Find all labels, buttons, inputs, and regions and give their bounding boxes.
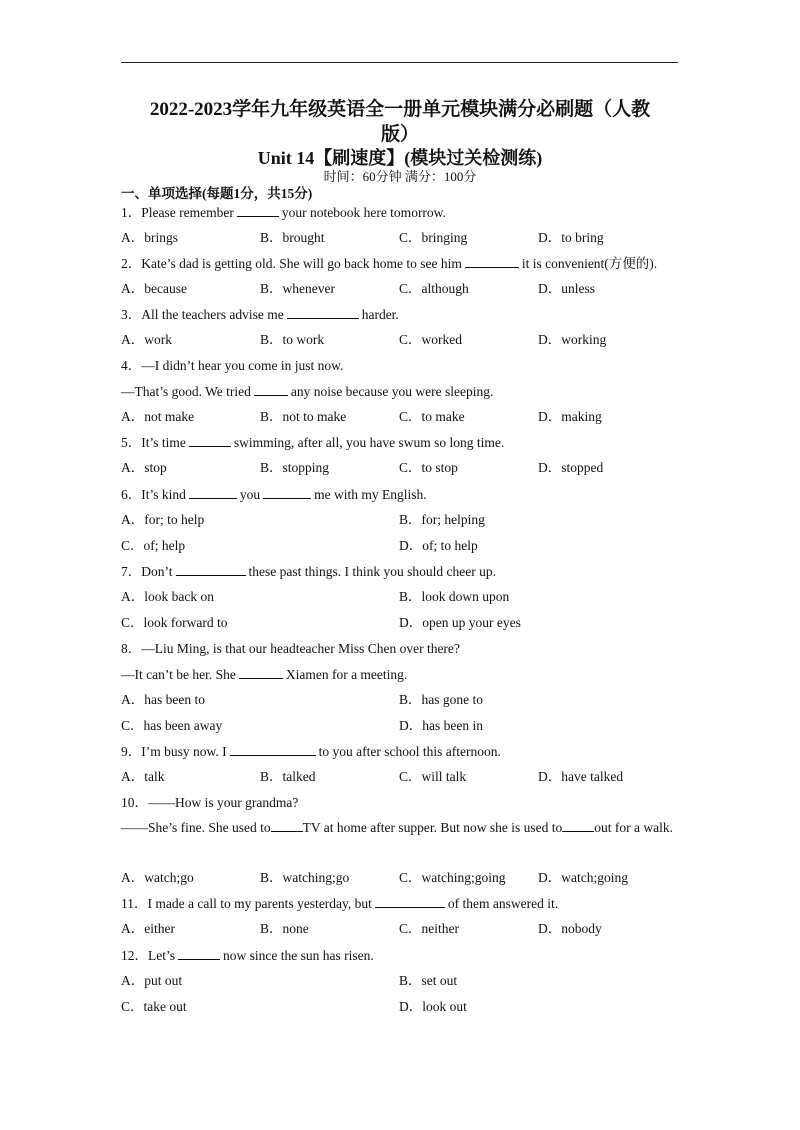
option-a: A．because <box>121 281 187 296</box>
option-b: B．brought <box>260 230 325 245</box>
question-4: —That’s good. We tried any noise because you were sleeping. <box>121 384 494 399</box>
option-c: C．will talk <box>399 769 467 784</box>
header-rule <box>121 62 678 63</box>
question-11-options <box>121 918 681 940</box>
option-d: D．watch;going <box>538 870 628 885</box>
option-a: A．brings <box>121 230 178 245</box>
answer-blank <box>237 204 279 217</box>
question-4-prompt: 4．—I didn’t hear you come in just now. <box>121 358 344 373</box>
answer-blank <box>230 743 316 756</box>
answer-blank <box>239 666 283 679</box>
option-d: D．making <box>538 409 602 424</box>
option-c: C．has been away <box>121 718 223 733</box>
option-a: A．work <box>121 332 172 347</box>
option-a: A．has been to <box>121 692 205 707</box>
answer-blank <box>254 383 288 396</box>
question-2-options <box>121 278 681 300</box>
answer-blank <box>176 563 246 576</box>
option-c: C．look forward to <box>121 615 228 630</box>
question-12: 12．Let’s now since the sun has risen. <box>121 948 374 963</box>
question-8: —It can’t be her. She Xiamen for a meeting. <box>121 667 408 682</box>
option-b: B．to work <box>260 332 325 347</box>
question-8-options-row-2 <box>121 715 681 737</box>
question-7-options-row-1 <box>121 586 681 608</box>
option-d: D．have talked <box>538 769 624 784</box>
exam-meta: 时间：60分钟 满分：100分 <box>323 169 477 184</box>
question-4-options <box>121 406 681 428</box>
option-a: A．stop <box>121 460 167 475</box>
option-c: C．of; help <box>121 538 186 553</box>
answer-blank <box>271 819 303 832</box>
option-a: A．put out <box>121 973 183 988</box>
question-2: 2．Kate’s dad is getting old. She will go back home to see him it is convenient(方便的). <box>121 256 658 271</box>
option-b: B．watching;go <box>260 870 350 885</box>
option-a: A．not make <box>121 409 195 424</box>
question-7: 7．Don’t these past things. I think you should cheer up. <box>121 564 496 579</box>
answer-blank <box>189 486 237 499</box>
option-a: A．either <box>121 921 175 936</box>
option-c: C．neither <box>399 921 459 936</box>
question-10-prompt: 10．——How is your grandma? <box>121 795 299 810</box>
question-9: 9．I’m busy now. I to you after school this afternoon. <box>121 744 501 759</box>
question-1: 1．Please remember your notebook here tomorrow. <box>121 205 446 220</box>
question-9-options <box>121 766 681 788</box>
section-heading: 一、单项选择(每题1分，共15分) <box>121 186 313 201</box>
option-b: B．for; helping <box>399 512 485 527</box>
option-b: B．look down upon <box>399 589 510 604</box>
option-d: D．has been in <box>399 718 483 733</box>
option-c: C．although <box>399 281 469 296</box>
option-c: C．watching;going <box>399 870 506 885</box>
option-d: D．of; to help <box>399 538 478 553</box>
option-b: B．none <box>260 921 309 936</box>
unit-title: Unit 14【刷速度】(模块过关检测练) <box>257 148 543 168</box>
question-3-options <box>121 329 681 351</box>
answer-blank <box>263 486 311 499</box>
option-d: D．stopped <box>538 460 604 475</box>
question-3: 3．All the teachers advise me harder. <box>121 307 399 322</box>
option-b: B．stopping <box>260 460 330 475</box>
option-c: C．bringing <box>399 230 468 245</box>
option-b: B．has gone to <box>399 692 483 707</box>
answer-blank <box>189 434 231 447</box>
option-d: D．to bring <box>538 230 604 245</box>
answer-blank <box>375 895 445 908</box>
question-11: 11．I made a call to my parents yesterday, but of them answered it. <box>121 896 559 911</box>
question-6: 6．It’s kind you me with my English. <box>121 487 427 502</box>
question-12-options-row-1 <box>121 970 681 992</box>
option-d: D．open up your eyes <box>399 615 521 630</box>
option-d: D．unless <box>538 281 595 296</box>
option-d: D．nobody <box>538 921 602 936</box>
option-c: C．take out <box>121 999 187 1014</box>
exam-title <box>110 97 690 147</box>
option-a: A．for; to help <box>121 512 205 527</box>
option-b: B．not to make <box>260 409 347 424</box>
answer-blank <box>562 819 594 832</box>
question-5-options <box>121 457 681 479</box>
option-a: A．talk <box>121 769 165 784</box>
option-c: C．to make <box>399 409 465 424</box>
question-6-options-row-1 <box>121 509 681 531</box>
answer-blank <box>178 947 220 960</box>
question-1-options <box>121 227 681 249</box>
question-8-prompt: 8．—Liu Ming, is that our headteacher Miss Chen over there? <box>121 641 460 656</box>
question-7-options-row-2 <box>121 612 681 634</box>
option-c: C．worked <box>399 332 462 347</box>
question-8-options-row-1 <box>121 689 681 711</box>
answer-blank <box>465 255 519 268</box>
question-10: ——She’s fine. She used to TV at home after supper. But now she is used to out for a walk. <box>121 820 673 835</box>
title-line-1: 2022-2023学年九年级英语全一册单元模块满分必刷题（人教 <box>149 99 651 120</box>
option-b: B．talked <box>260 769 316 784</box>
option-b: B．set out <box>399 973 458 988</box>
option-a: A．look back on <box>121 589 214 604</box>
option-c: C．to stop <box>399 460 458 475</box>
question-5: 5．It’s time swimming, after all, you have swum so long time. <box>121 435 505 450</box>
question-6-options-row-2 <box>121 535 681 557</box>
answer-blank <box>287 306 359 319</box>
option-d: D．working <box>538 332 607 347</box>
title-line-1b: 版） <box>380 124 419 145</box>
question-12-options-row-2 <box>121 996 681 1018</box>
option-d: D．look out <box>399 999 467 1014</box>
question-10-options <box>121 867 681 889</box>
option-a: A．watch;go <box>121 870 194 885</box>
option-b: B．whenever <box>260 281 335 296</box>
